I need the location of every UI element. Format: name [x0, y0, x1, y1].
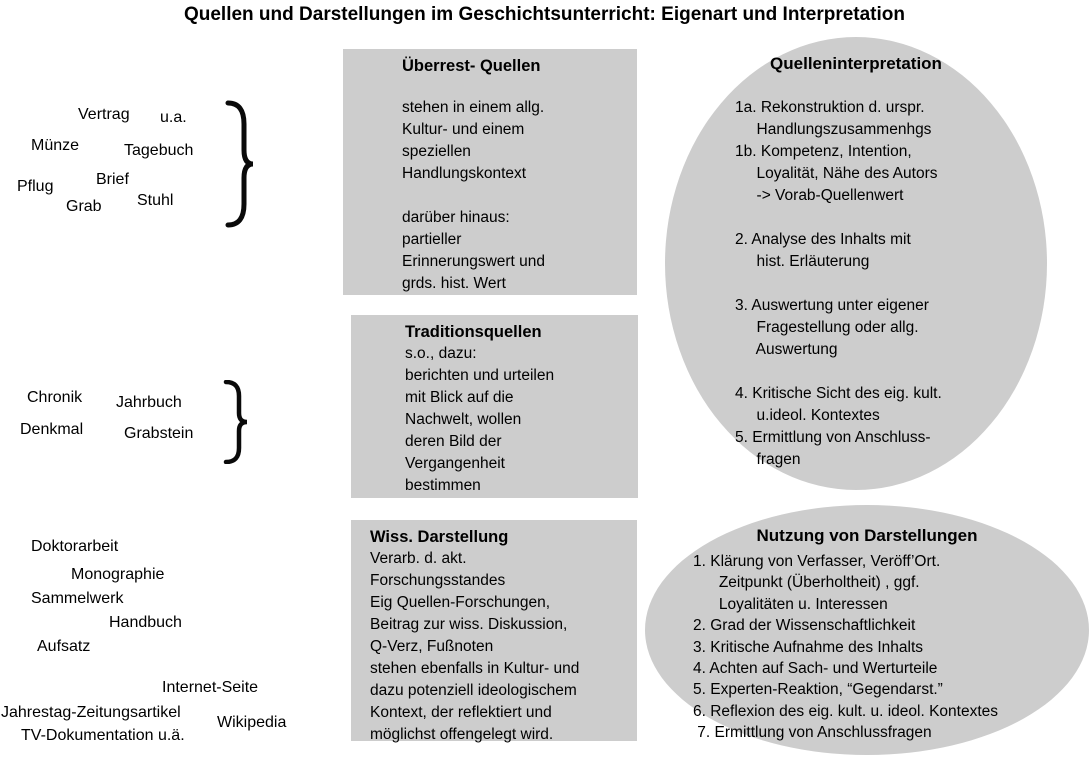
example-word: TV-Dokumentation u.ä. — [21, 727, 185, 744]
example-word: Sammelwerk — [31, 590, 124, 607]
diagram-title: Quellen und Darstellungen im Geschichtsunterricht: Eigenart und Interpretation — [183, 4, 906, 25]
example-word: Jahrestag-Zeitungsartikel — [1, 704, 181, 721]
example-word: Vertrag — [78, 106, 130, 123]
curly-brace-icon — [224, 100, 256, 228]
example-word: Jahrbuch — [116, 394, 182, 411]
ellipse-body: 1. Klärung von Verfasser, Veröff’Ort. Zeitpunkt (Überholtheit) , ggf. Loyalitäten u. Interessen 2. Grad der Wissenschaftlichkeit 3. Kritische Aufnahme des Inhalts 4. Achten auf Sach- und Werturteile 5. Experten-Reaktion, “Gegendarst.” 6. Reflexion des eig. kult. u. ideol. Kontextes 7. Ermittlung von Anschlussfragen — [693, 553, 999, 742]
box-title: Wiss. Darstellung — [370, 528, 509, 546]
example-word: Stuhl — [137, 192, 174, 209]
box-ueberrest-quellen — [343, 49, 637, 295]
example-word: Denkmal — [20, 421, 84, 438]
box-traditionsquellen — [351, 315, 638, 498]
example-word: Tagebuch — [124, 142, 194, 159]
example-word: Handbuch — [109, 614, 182, 631]
example-word: Internet-Seite — [162, 679, 259, 696]
ellipse-quelleninterpretation — [665, 37, 1047, 490]
box-body: Verarb. d. akt. Forschungsstandes Eig Quellen-Forschungen, Beitrag zur wiss. Diskussion, Q-Verz, Fußnoten stehen ebenfalls in Kultur- und dazu potenziell ideologischem Kontext, der reflektiert und möglichst offengelegt wird. — [370, 550, 580, 743]
ellipse-nutzung-von-darstellungen — [645, 505, 1089, 755]
example-word: Chronik — [27, 389, 83, 406]
example-word: Grab — [66, 198, 102, 215]
curly-brace-icon — [222, 380, 250, 464]
example-word: Pflug — [17, 178, 54, 195]
box-wiss-darstellung — [351, 520, 637, 741]
example-word: u.a. — [160, 109, 187, 126]
example-word: Wikipedia — [217, 714, 287, 731]
example-word: Grabstein — [124, 425, 194, 442]
example-word: Monographie — [71, 566, 165, 583]
ellipse-title: Nutzung von Darstellungen — [756, 526, 978, 545]
example-word: Brief — [96, 171, 129, 188]
example-word: Münze — [31, 137, 80, 154]
box-body: s.o., dazu: berichten und urteilen mit Blick auf die Nachwelt, wollen deren Bild der Vergangenheit bestimmen — [405, 345, 555, 494]
box-title: Traditionsquellen — [405, 323, 542, 341]
example-word: Aufsatz — [37, 638, 91, 655]
box-body: stehen in einem allg. Kultur- und einem speziellen Handlungskontext darüber hinaus: partieller Erinnerungswert und grds. hist. Wert — [402, 99, 546, 292]
ellipse-body: 1a. Rekonstruktion d. urspr. Handlungszusammenhgs 1b. Kompetenz, Intention, Loyalität, Nähe des Autors -> Vorab-Quellenwert 2. Analyse des Inhalts mit hist. Erläuterung 3. Auswertung unter eigener Fragestellung oder allg. Auswertung 4. Kritische Sicht des eig. kult. u.ideol. Kontextes 5. Ermittlung von Anschluss- fragen — [735, 99, 942, 468]
ellipse-title: Quelleninterpretation — [770, 54, 942, 73]
example-word: Doktorarbeit — [31, 538, 119, 555]
box-title: Überrest- Quellen — [402, 57, 541, 75]
